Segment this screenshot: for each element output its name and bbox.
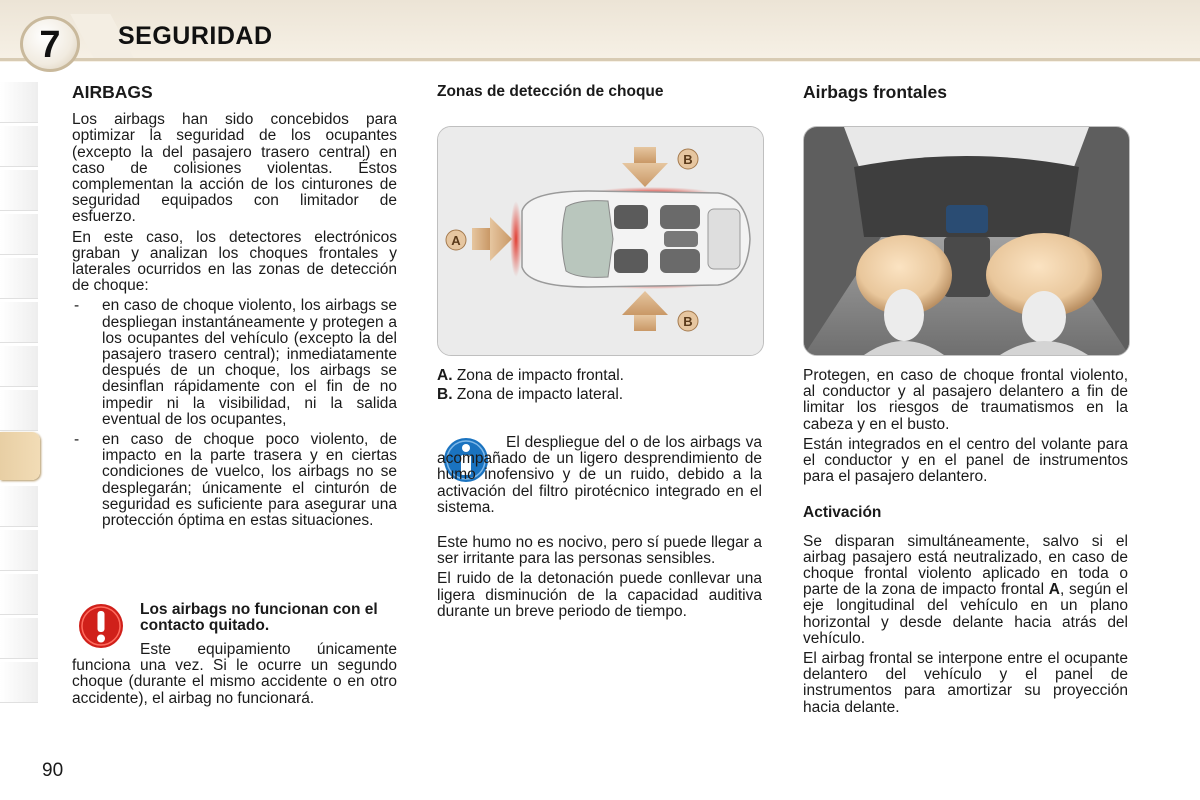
activation-text xyxy=(803,534,1128,647)
edge-tab xyxy=(0,258,38,299)
edge-tab xyxy=(0,82,38,123)
seat-rear-center xyxy=(664,231,698,247)
airbags-heading: AIRBAGS xyxy=(72,82,153,102)
cabin-illustration xyxy=(804,127,1129,355)
airbags-intro: Los airbags han sido concebidos para optimizar la seguridad de los ocupantes (excepto la del pasajero trasero central) en caso de colisiones violentas. Éstos complementan la acción de los cinturones de seguridad equipados con limitador de esfuerzo. xyxy=(72,111,397,226)
seat-front-right xyxy=(614,249,648,273)
edge-tab xyxy=(0,346,38,387)
seat-front-left xyxy=(614,205,648,229)
activation-heading: Activación xyxy=(803,504,882,522)
edge-tab xyxy=(0,126,38,167)
edge-tab xyxy=(0,486,38,527)
driver-head xyxy=(884,289,924,341)
edge-tab xyxy=(0,390,38,431)
edge-tab-active xyxy=(0,432,40,480)
bullet-violent-crash: - en caso de choque violento, los airbags se despliegan instantáneamente y protegen a los ocupantes del vehículo (excepto la del pasajero trasero central); inmediatamente después de un choque, los airbags se desinflan rápidamente con el fin de no impedir ni la visibilidad, ni la salida eventual de los ocupantes, xyxy=(72,298,397,428)
airbags-bullets xyxy=(72,298,397,529)
caption-b-key: B. xyxy=(437,386,453,404)
label-a: A xyxy=(451,233,461,248)
activation-text-end: , según el eje longitudinal del vehículo en un plano horizontal y desde delante hacia atrás del vehículo. xyxy=(803,581,1128,647)
frontal-protect: Protegen, en caso de choque frontal violento, al conductor y al pasajero delantero a fin de limitar los riesgos de traumatismos en la cabeza y en el busto. xyxy=(803,367,1128,433)
edge-tab xyxy=(0,214,38,255)
passenger-head xyxy=(1022,291,1066,343)
chapter-number: 7 xyxy=(20,16,80,72)
frontal-airbags-photo xyxy=(803,126,1130,356)
edge-tab xyxy=(0,574,38,615)
caption-a-key: A. xyxy=(437,367,453,384)
edge-tab xyxy=(0,302,38,343)
zone-captions xyxy=(437,368,767,407)
noise-paragraph: El ruido de la detonación puede conllevar una ligera disminución de la capacidad auditiva durante un breve periodo de tiempo. xyxy=(437,570,762,620)
seat-rear-left xyxy=(660,205,700,229)
warning-text: Este equipamiento únicamente funciona una vez. Si le ocurre un segundo choque (durante el mismo accidente o en otro accidente), el airbag no funcionará. xyxy=(72,641,397,707)
caption-b-text: Zona de impacto lateral. xyxy=(456,386,624,404)
crash-zone-diagram xyxy=(437,126,764,356)
rear-window xyxy=(708,209,740,269)
frontal-interpose: El airbag frontal se interpone entre el ocupante delantero del vehículo y el panel de instrumentos para amortizar su proyección hacia delante. xyxy=(803,650,1128,716)
seat-rear-right xyxy=(660,249,700,273)
label-b-top: B xyxy=(683,152,693,167)
page-number: 90 xyxy=(42,760,64,781)
info-text: El despliegue del o de los airbags va acompañado de un ligero desprendimiento de humo inofensivo y de un ruido, debido a la activación del filtro pirotécnico integrado en el sistema. xyxy=(437,434,762,516)
edge-tab xyxy=(0,618,38,659)
frontal-heading: Airbags frontales xyxy=(803,82,947,102)
edge-tab xyxy=(0,170,38,211)
caption-a-text: Zona de impacto frontal. xyxy=(456,367,624,384)
frontal-location: Están integrados en el centro del volante para el conductor y en el panel de instrumentos para el pasajero delantero. xyxy=(803,435,1128,486)
airbags-detectors: En este caso, los detectores electrónicos graban y analizan los choques frontales y laterales ocurridos en las zonas de detección de choque: xyxy=(72,228,397,295)
column-airbags xyxy=(72,84,397,533)
edge-tabs xyxy=(0,82,42,722)
edge-tab xyxy=(0,662,38,703)
smoke-paragraph: Este humo no es nocivo, pero sí puede llegar a ser irritante para las personas sensibles. xyxy=(437,534,762,568)
car-top-view xyxy=(438,127,763,355)
column-zones xyxy=(437,84,767,100)
label-b-bottom: B xyxy=(683,314,693,329)
frontal-text xyxy=(803,368,1128,720)
zones-heading: Zonas de detección de choque xyxy=(437,83,664,100)
bullet-light-crash: - en caso de choque poco violento, de impacto en la parte trasera y en ciertas condiciones de vuelco, los airbags no se desplegarán; únicamente el cinturón de seguridad es suficiente para asegurar una protección óptima en estas situaciones. xyxy=(72,432,397,529)
activation-zone-key: A xyxy=(1048,581,1060,599)
column-frontal xyxy=(803,84,1128,112)
activation-text-start: Se disparan simultáneamente, salvo si el airbag pasajero está neutralizado, en caso de choque frontal violento aplicado en toda o parte de la zona de impacto frontal xyxy=(803,532,1128,599)
edge-tab xyxy=(0,530,38,571)
warning-title: Los airbags no funcionan con el contacto quitado. xyxy=(140,601,378,635)
zones-smoke-text xyxy=(437,535,762,624)
center-display xyxy=(946,205,988,233)
windshield xyxy=(562,201,613,278)
header-rule xyxy=(0,58,1200,61)
chapter-title: SEGURIDAD xyxy=(118,22,273,50)
